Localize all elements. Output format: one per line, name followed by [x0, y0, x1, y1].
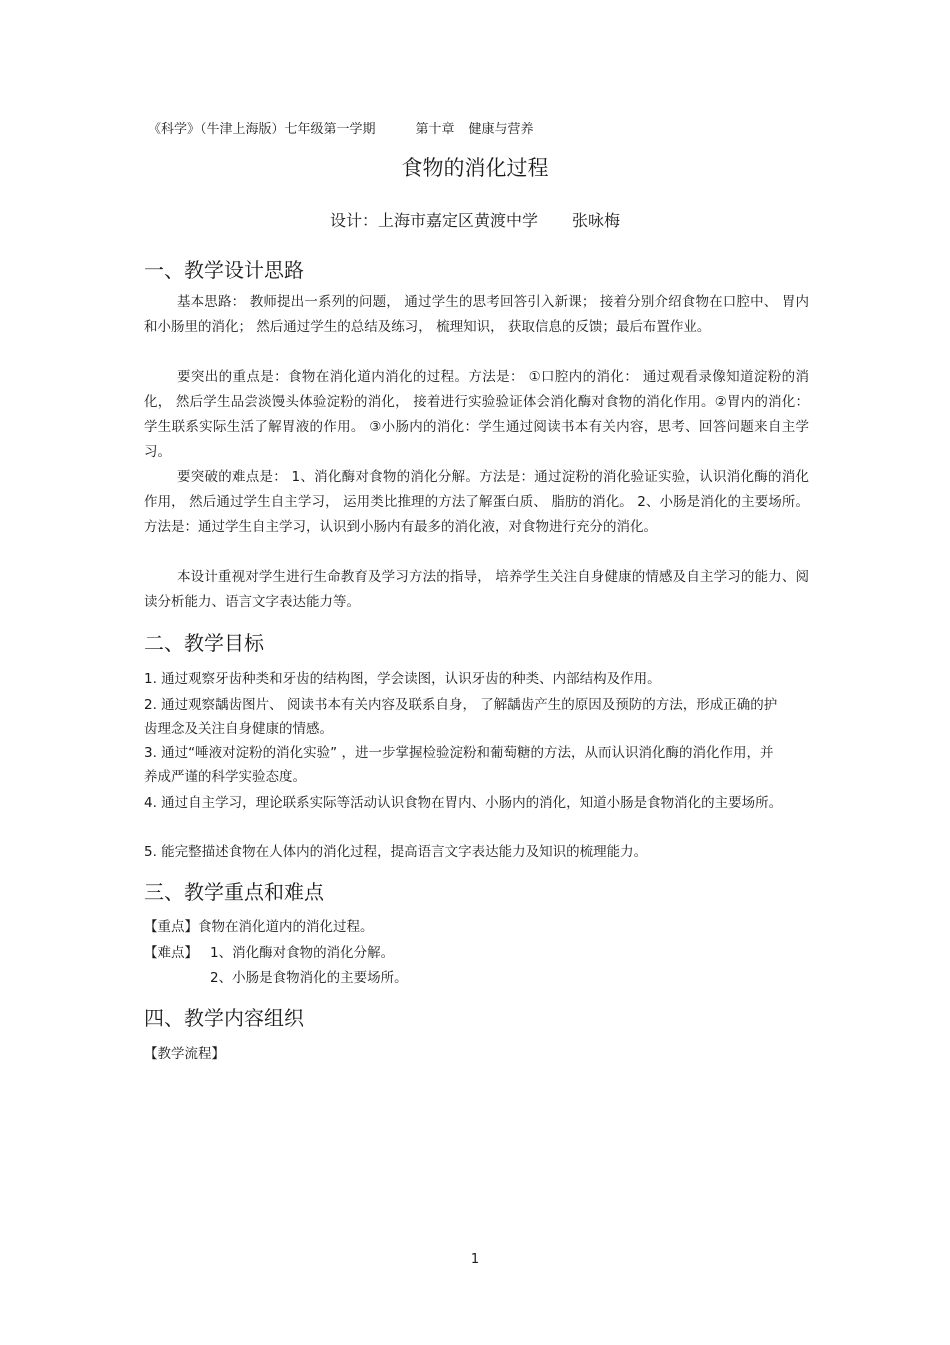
goal-item-4: 4. 通过自主学习，理论联系实际等活动认识食物在胃内、小肠内的消化，知道小肠是食物消化的主要场所。	[144, 795, 783, 811]
teaching-flow-label: 【教学流程】	[144, 1046, 225, 1062]
goal-item-3: 3. 通过“唾液对淀粉的消化实验” ，进一步掌握检验淀粉和葡萄糖的方法，从而认识消化酶的消化作用，并养成严谨的科学实验态度。	[144, 745, 774, 785]
page-title: 食物的消化过程	[401, 156, 549, 180]
running-header	[148, 118, 534, 137]
page-number: 1	[470, 1252, 480, 1267]
designer-school: 设计：上海市嘉定区黄渡中学	[329, 211, 538, 230]
goal-item-2: 2. 通过观察龋齿图片、 阅读书本有关内容及联系自身， 了解龋齿产生的原因及预防的方法，形成正确的护齿理念及关注自身健康的情感。	[144, 697, 778, 737]
section-heading-4: 四、教学内容组织	[144, 1006, 304, 1030]
goal-item-1: 1. 通过观察牙齿种类和牙齿的结构图，学会读图，认识牙齿的种类、内部结构及作用。	[144, 671, 661, 687]
designer-line	[0, 208, 950, 231]
paragraph-difficulty: 要突破的难点是： 1、消化酶对食物的消化分解。方法是：通过淀粉的消化验证实验，认识消化酶的消化作用， 然后通过学生自主学习， 运用类比推理的方法了解蛋白质、 脂肪的消化。 2、小肠是消化的主要场所。方法是：通过学生自主学习，认识到小肠内有最多的消化液，对食物进行充分的消化。	[144, 469, 809, 535]
paragraph-key-focus: 要突出的重点是：食物在消化道内消化的过程。方法是： ①口腔内的消化： 通过观看录像知道淀粉的消化， 然后学生品尝淡馒头体验淀粉的消化， 接着进行实验验证体会消化酶对食物的消化作用。②胃内的消化：学生联系实际生活了解胃液的作用。 ③小肠内的消化：学生通过阅读书本有关内容，思考、回答问题来自主学习。	[144, 369, 809, 460]
difficulty-item-1: 1、消化酶对食物的消化分解。	[210, 945, 395, 961]
difficulty-label: 【难点】	[144, 945, 198, 961]
chapter-topic: 健康与营养	[468, 122, 534, 137]
chapter-label: 第十章	[415, 122, 455, 137]
paragraph-emphasis: 本设计重视对学生进行生命教育及学习方法的指导， 培养学生关注自身健康的情感及自主学习的能力、阅读分析能力、语言文字表达能力等。	[144, 569, 809, 610]
section-heading-1: 一、教学设计思路	[144, 258, 304, 282]
section-heading-2: 二、教学目标	[144, 631, 264, 655]
designer-teacher: 张咏梅	[572, 211, 621, 230]
course-name: 《科学》（牛津上海版）七年级第一学期	[148, 122, 376, 137]
section-heading-3: 三、教学重点和难点	[144, 880, 324, 904]
goal-item-5: 5. 能完整描述食物在人体内的消化过程，提高语言文字表达能力及知识的梳理能力。	[144, 844, 648, 860]
difficulty-item-2: 2、小肠是食物消化的主要场所。	[210, 970, 408, 986]
paragraph-basic-idea: 基本思路： 教师提出一系列的问题， 通过学生的思考回答引入新课； 接着分别介绍食物在口腔中、 胃内和小肠里的消化； 然后通过学生的总结及练习， 梳理知识， 获取信息的反馈；最后布置作业。	[144, 294, 809, 335]
key-point-line: 【重点】食物在消化道内的消化过程。	[144, 919, 374, 935]
